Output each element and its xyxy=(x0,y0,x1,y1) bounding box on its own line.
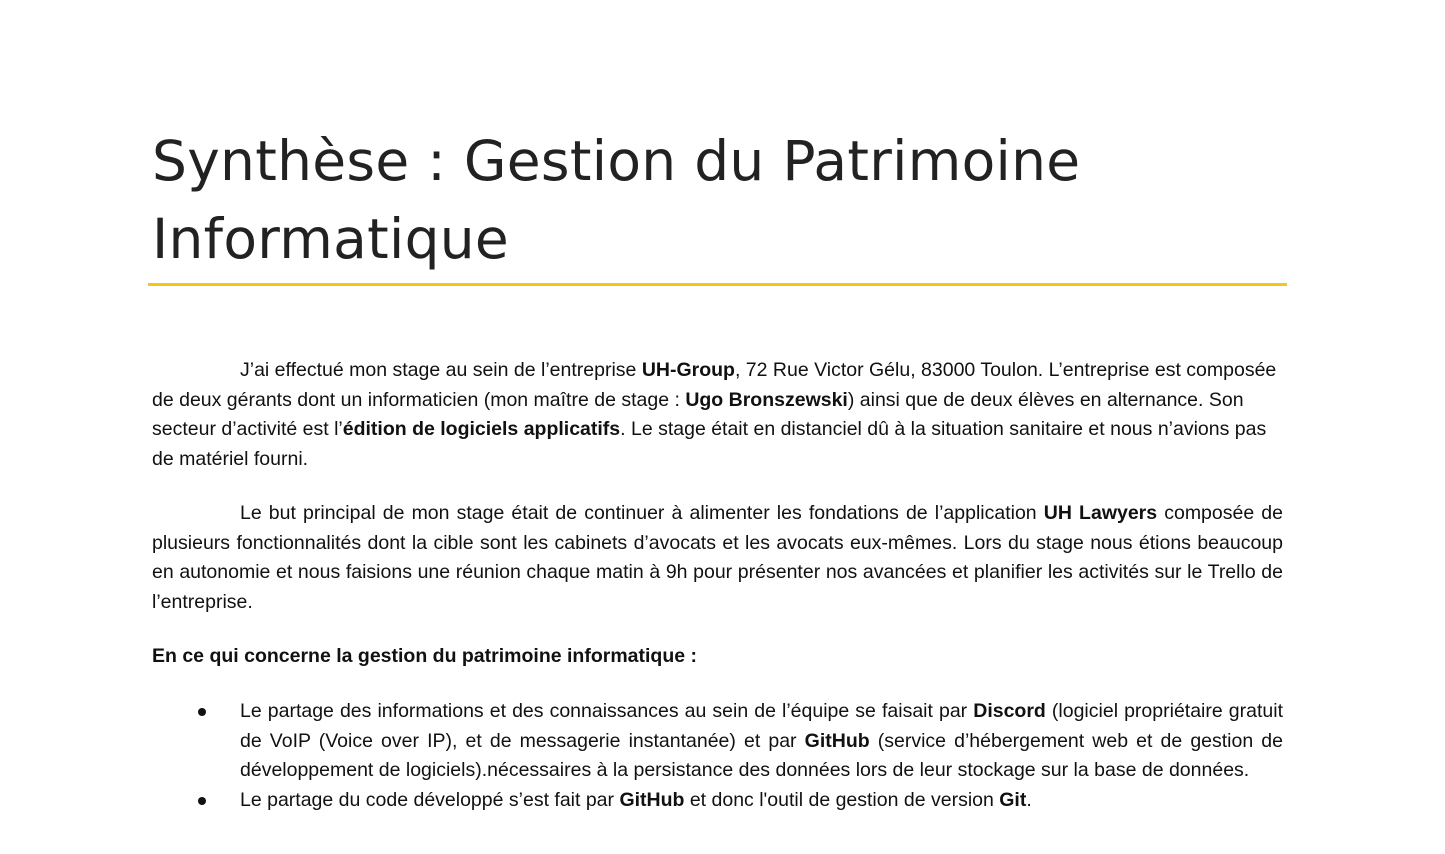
text-run: Le partage du code développé s’est fait par xyxy=(240,788,620,811)
application-name: UH Lawyers xyxy=(1043,502,1158,524)
company-name: UH-Group xyxy=(641,359,735,381)
activity-sector: édition de logiciels applicatifs xyxy=(342,418,621,440)
section-heading: En ce qui concerne la gestion du patrimoine informatique : xyxy=(152,645,697,667)
text-run: J’ai effectué mon stage au sein de l’entreprise xyxy=(240,359,642,381)
list-item xyxy=(152,786,1283,816)
text-run: (logiciel propriétaire gratuit de VoIP (Voice over IP), et de messagerie instantanée) et par xyxy=(240,700,1283,752)
text-run: , 72 Rue Victor Gélu, 83000 Toulon. L’entreprise est composée de deux gérants dont un informaticien (mon maître de stage : xyxy=(152,359,1277,411)
paragraph-company-intro xyxy=(152,356,1283,474)
tool-name: GitHub xyxy=(619,788,685,811)
title-underline xyxy=(148,283,1287,286)
text-run: . Le stage était en distanciel dû à la situation sanitaire et nous n’avions pas de matériel fourni. xyxy=(152,418,1267,470)
tool-name: Discord xyxy=(973,700,1046,722)
supervisor-name: Ugo Bronszewski xyxy=(685,388,848,411)
bullet-icon xyxy=(198,708,206,716)
text-run: composée de plusieurs fonctionnalités dont la cible sont les cabinets d’avocats et les avocats eux-mêmes. Lors du stage nous étions beaucoup en autonomie et nous faisions une réunion chaque matin à 9h pour présenter nos avancées et planifier les activités sur le Trello de l’entreprise. xyxy=(152,502,1283,613)
bullet-icon xyxy=(198,797,206,805)
bullet-list xyxy=(152,697,1283,815)
text-run: . xyxy=(1026,788,1032,811)
text-run: Le but principal de mon stage était de continuer à alimenter les fondations de l’application xyxy=(240,502,1044,524)
tool-name: Git xyxy=(999,788,1027,811)
text-run: Le partage des informations et des connaissances au sein de l’équipe se faisait par xyxy=(240,700,974,722)
paragraph-internship-goal xyxy=(152,499,1283,617)
text-run: et donc l'outil de gestion de version xyxy=(684,788,1000,811)
tool-name: GitHub xyxy=(804,729,870,752)
list-item xyxy=(152,697,1283,786)
text-run: (service d’hébergement web et de gestion de développement de logiciels).nécessaires à la persistance des données lors de leur stockage sur la base de données. xyxy=(240,729,1283,781)
text-run: ) ainsi que de deux élèves en alternance. Son secteur d’activité est l’ xyxy=(152,388,1244,440)
document-title: Synthèse : Gestion du Patrimoine Informatique xyxy=(152,129,1081,271)
